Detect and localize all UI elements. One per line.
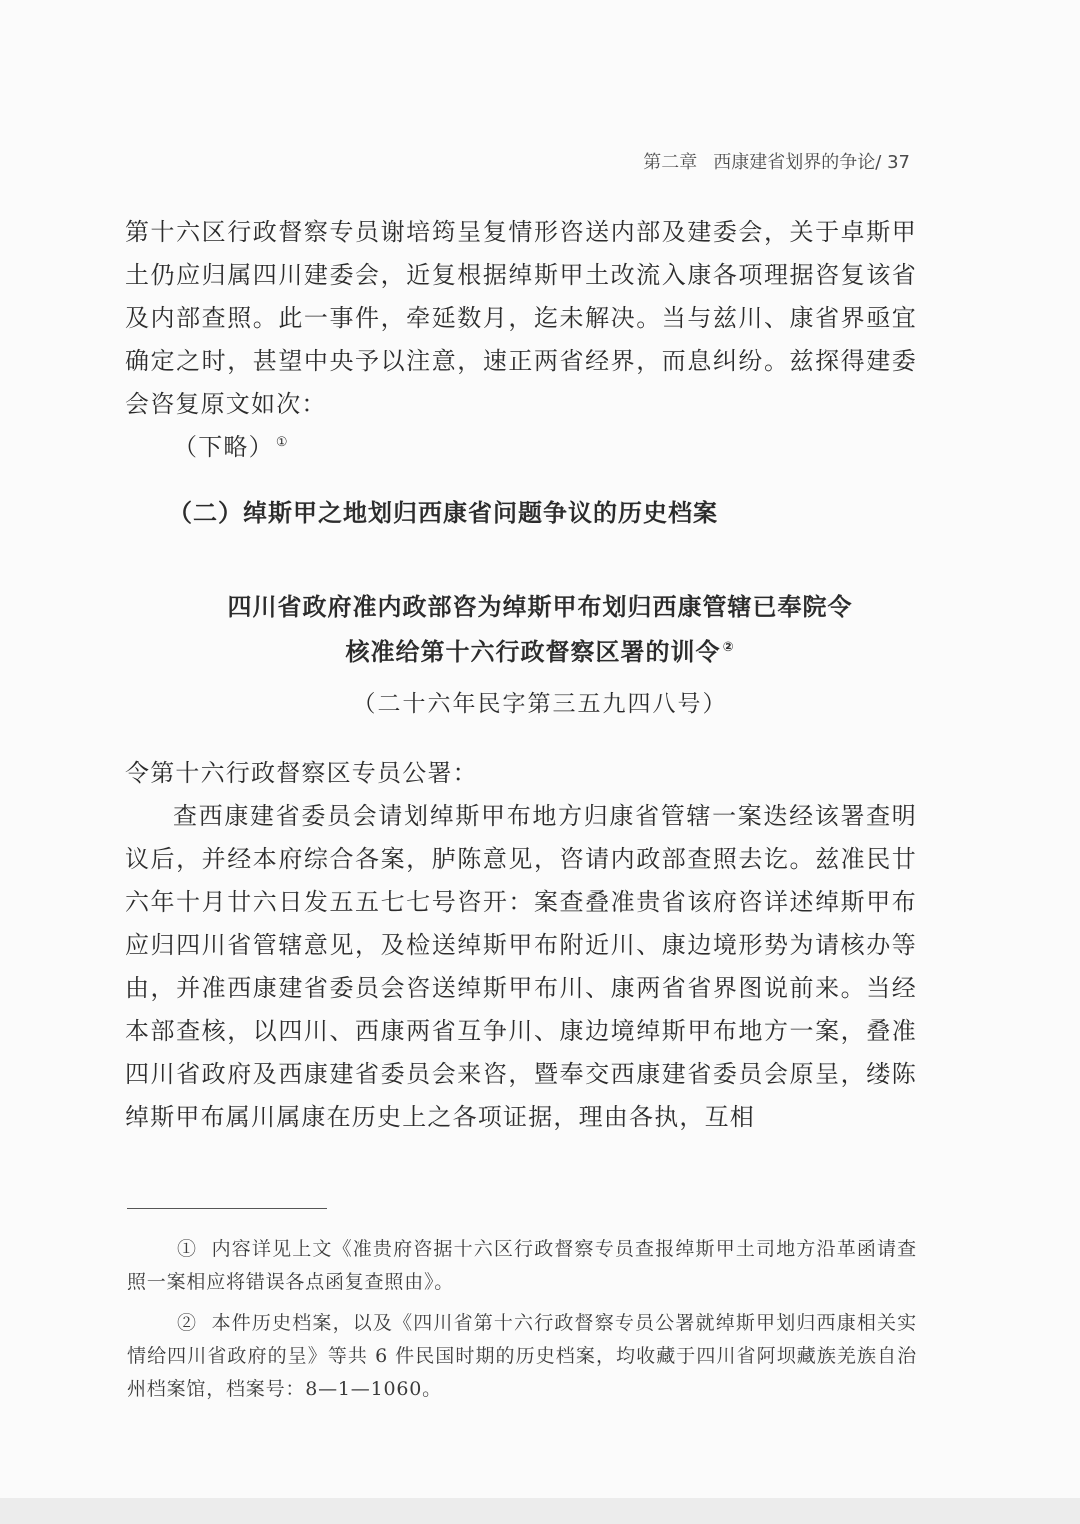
main-text-block [125, 752, 917, 1139]
footnote-1-mark: ① [177, 1238, 198, 1260]
scan-bottom-edge [0, 1498, 1080, 1524]
running-header [560, 148, 910, 174]
document-title-line-2: 核准给第十六行政督察区署的训令 [345, 638, 721, 666]
footnote-2-text: 本件历史档案，以及《四川省第十六行政督察专员公署就绰斯甲划归西康相关实情给四川省政府的呈》等共 6 件民国时期的历史档案，均收藏于四川省阿坝藏族羌族自治州档案馆，档案号：8—1—1060。 [127, 1312, 917, 1400]
footnotes [127, 1233, 917, 1414]
document-title [125, 585, 955, 675]
footnote-2-mark: ② [177, 1312, 198, 1334]
header-chapter: 第二章 [643, 152, 698, 173]
omitted-line [125, 426, 917, 469]
top-paragraph: 第十六区行政督察专员谢培筠呈复情形咨送内部及建委会，关于卓斯甲土仍应归属四川建委会，近复根据绰斯甲土改流入康各项理据咨复该省及内部查照。此一事件，牵延数月，迄未解决。当与兹川、康省界亟宜确定之时，甚望中央予以注意，速正两省经界，而息纠纷。兹探得建委会咨复原文如次： [125, 218, 917, 418]
footnote-1 [127, 1233, 917, 1299]
document-number: （二十六年民字第三五九四八号） [352, 691, 728, 717]
footnote-1-text: 内容详见上文《准贵府咨据十六区行政督察专员查报绰斯甲土司地方沿革函请查照一案相应将错误各点函复查照由》。 [127, 1238, 917, 1293]
header-title: 西康建省划界的争论 [713, 152, 876, 173]
top-text-block [125, 211, 917, 469]
footnote-divider [127, 1208, 327, 1209]
document-title-line-2-wrap [125, 630, 955, 675]
addressee: 令第十六行政督察区专员公署： [125, 759, 478, 787]
section-heading: （二）绰斯甲之地划归西康省问题争议的历史档案 [168, 499, 718, 527]
footnote-2 [127, 1307, 917, 1406]
footnote-ref-2: ② [722, 640, 735, 655]
header-page-number: / 37 [875, 152, 910, 173]
main-paragraph: 查西康建省委员会请划绰斯甲布地方归康省管辖一案迭经该署查明议后，并经本府综合各案，胪陈意见，咨请内政部查照去讫。兹准民廿六年十月廿六日发五五七七号咨开：案查叠准贵省该府咨详述绰斯甲布应归四川省管辖意见，及检送绰斯甲布附近川、康边境形势为请核办等由，并准西康建省委员会咨送绰斯甲布川、康两省省界图说前来。当经本部查核，以四川、西康两省互争川、康边境绰斯甲布地方一案，叠准四川省政府及西康建省委员会来咨，暨奉交西康建省委员会原呈，缕陈绰斯甲布属川属康在历史上之各项证据，理由各执，互相 [125, 802, 917, 1131]
footnote-ref-1: ① [275, 435, 289, 450]
document-title-line-1: 四川省政府准内政部咨为绰斯甲布划归西康管辖已奉院令 [227, 593, 853, 621]
omitted-text: （下略） [173, 433, 274, 461]
